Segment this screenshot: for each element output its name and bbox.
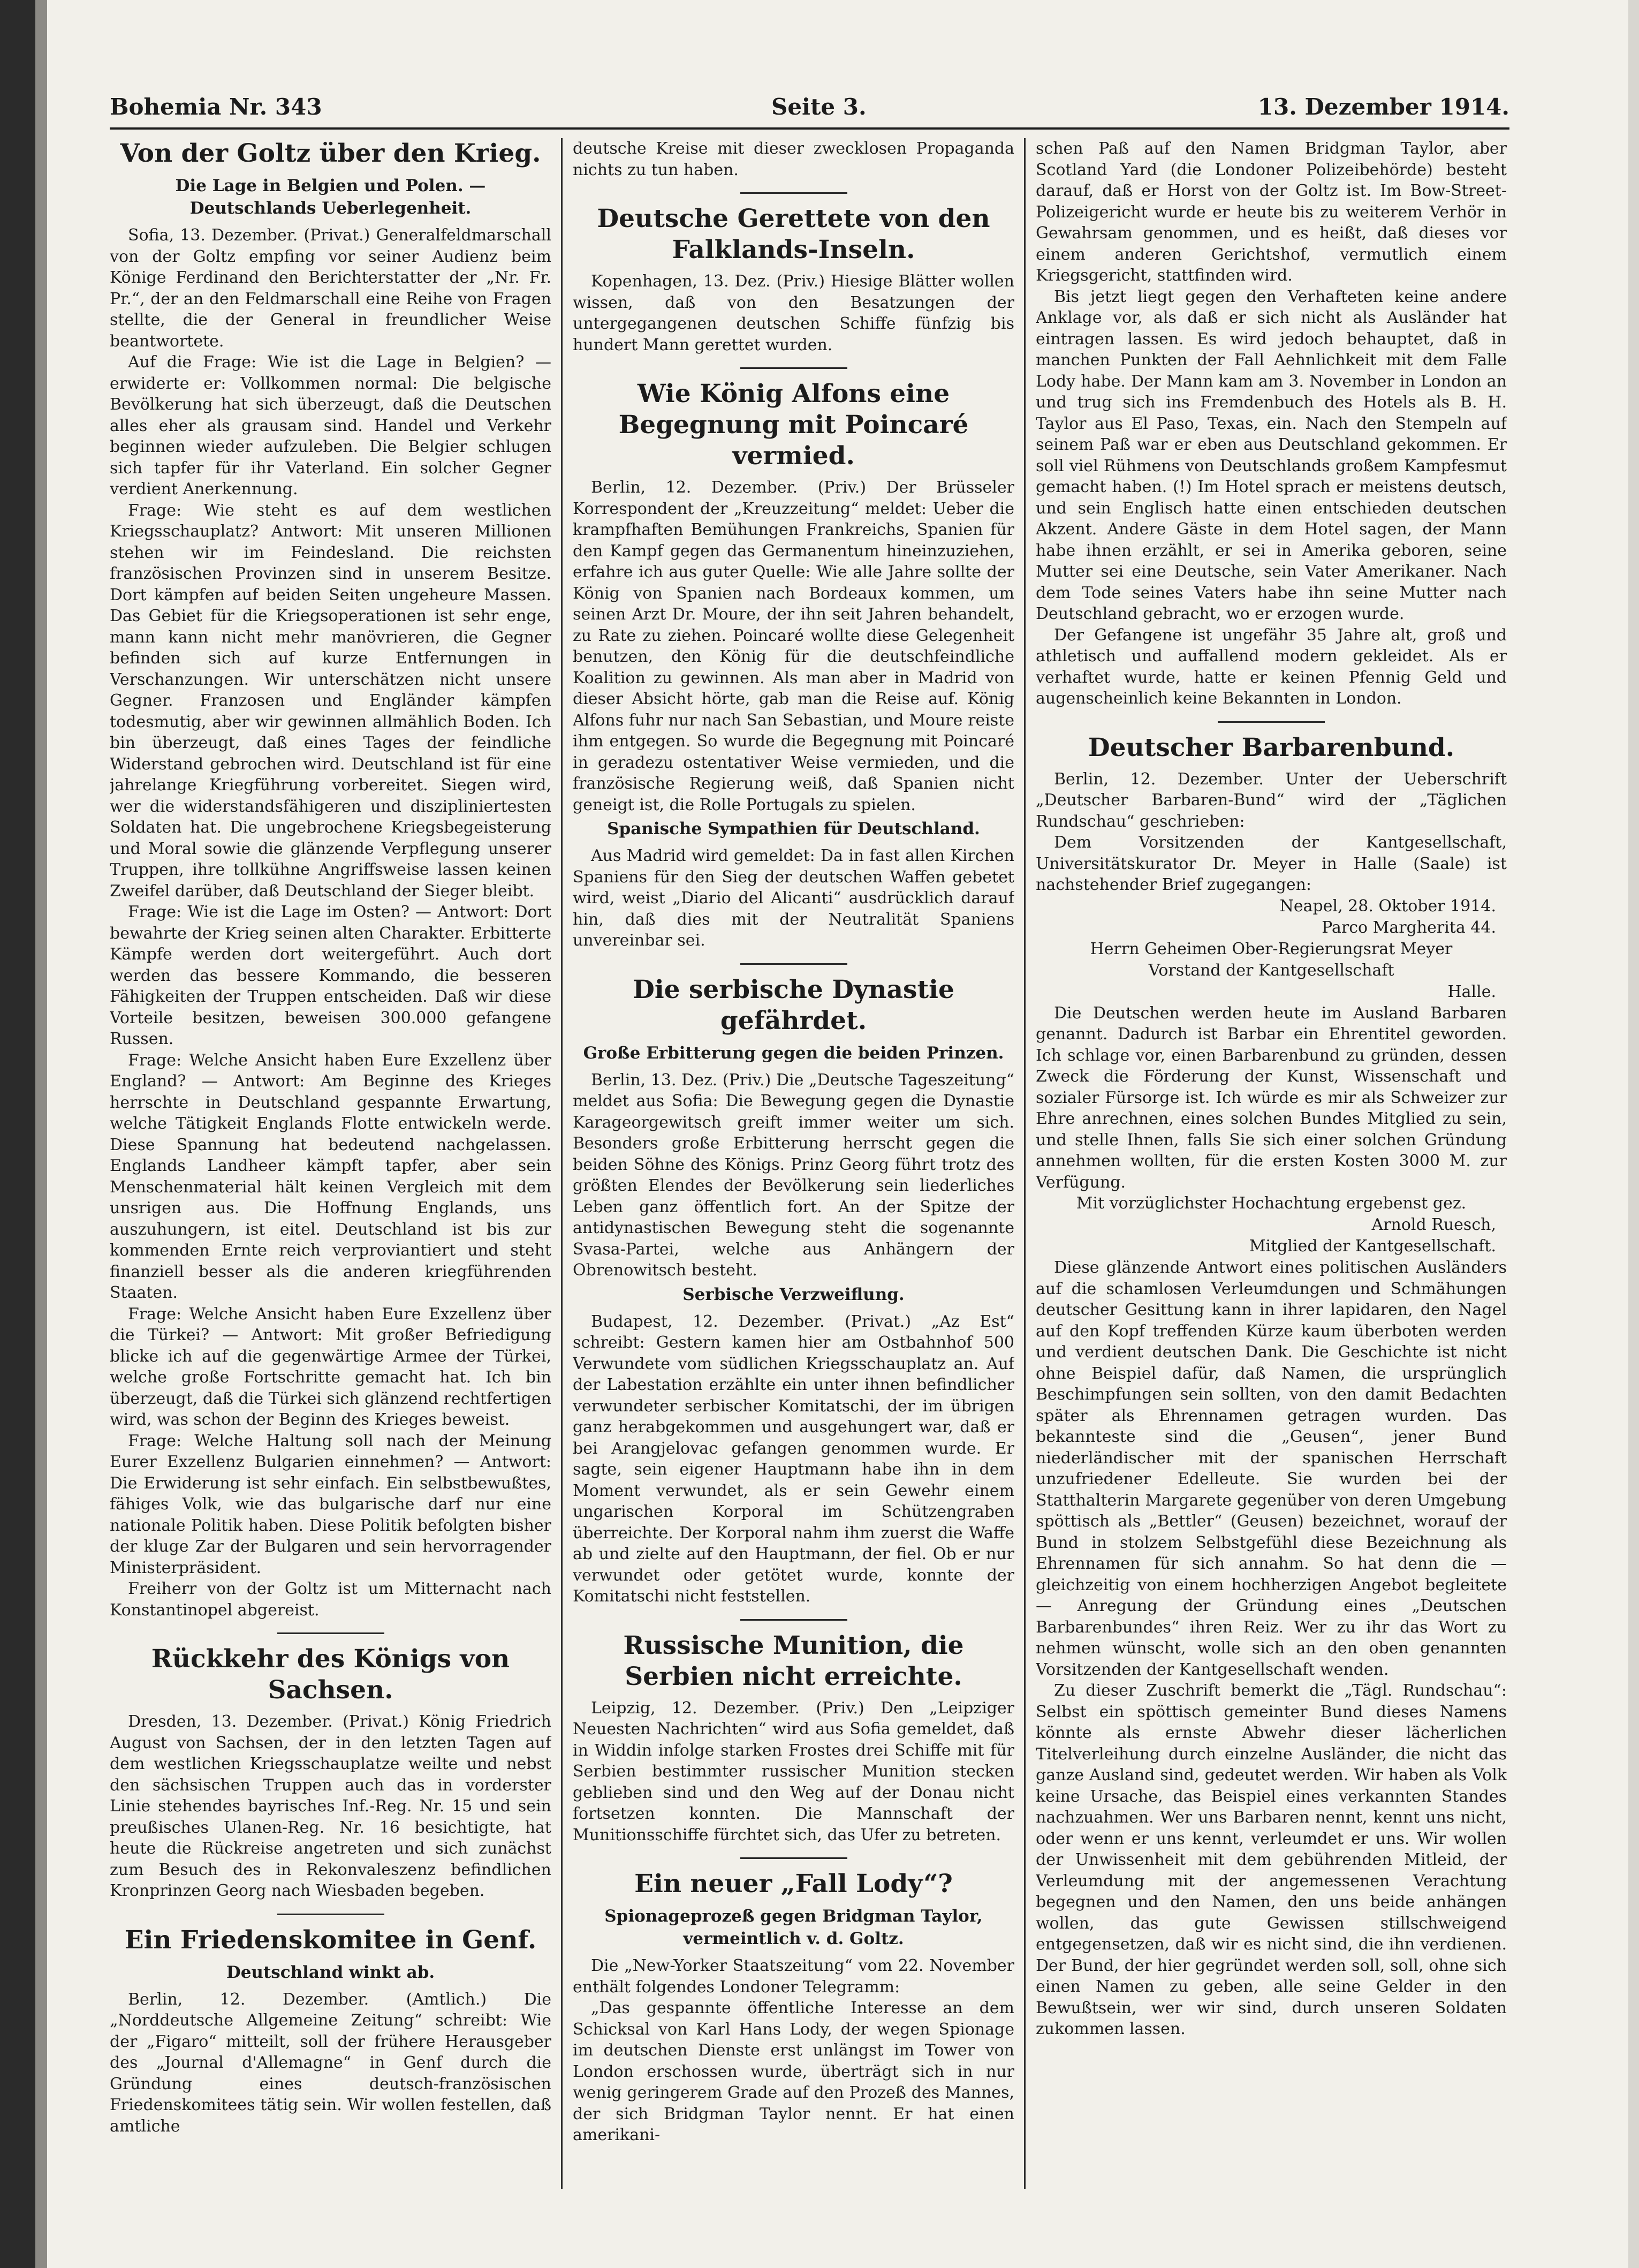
article-separator (740, 1619, 847, 1621)
article-separator (740, 367, 847, 369)
article-paragraph: Freiherr von der Goltz ist um Mitternacht nach Konstantinopel abgereist. (110, 1579, 551, 1620)
column-3 (1036, 138, 1507, 2191)
article-title: Ein neuer „Fall Lody“? (634, 1869, 953, 1899)
article-subtitle: Serbische Verzweiflung. (682, 1284, 905, 1304)
article-paragraph: Der Gefangene ist ungefähr 35 Jahre alt, groß und athletisch und auffallend modern gekleidet. Als er verhaftet wurde, hatte er keinen Pfennig Geld und augenscheinlich keine Bekannten in London. (1036, 625, 1507, 708)
header-date: 13. Dezember 1914. (1257, 94, 1509, 120)
article-separator (277, 1632, 384, 1634)
article-paragraph: Frage: Welche Ansicht haben Eure Exzellenz über England? — Antwort: Am Beginne des Krieges herrschte in Deutschland gespannte Erwartung, welche Tätigkeit Englands Flotte entwickeln werde. Diese Spannung hat bedeutend nachgelassen. Englands Landheer kämpft tapfer, aber sein Menschenmaterial hält keinen Vergleich mit dem unsrigen aus. Die Hoffnung Englands, uns auszuhungern, ist eitel. Deutschland ist bis zur kommenden Ernte reich verproviantiert und steht finanziell besser als die anderen kriegführenden Staaten. (110, 1050, 551, 1302)
letter-recipient: Vorstand der Kantgesellschaft (1148, 961, 1394, 980)
column-rule-2 (1024, 138, 1026, 2189)
header-page-number: Seite 3. (771, 94, 867, 120)
newspaper-page (110, 91, 1509, 2195)
letter-address: Parco Margherita 44. (1322, 918, 1496, 937)
article-paragraph: „Das gespannte öffentliche Interesse an dem Schicksal von Karl Hans Lody, der wegen Spionage im deutschen Dienste erst unlängst im Tower von London erschossen wurde, überträgt sich in nur wenig geringerem Grade auf den Prozeß des Mannes, der sich Bridgman Taylor nennt. Er hat einen amerikani- (573, 1999, 1014, 2144)
article-separator (277, 1914, 384, 1915)
article-paragraph: Berlin, 13. Dez. (Priv.) Die „Deutsche Tageszeitung“ meldet aus Sofia: Die Bewegung gegen die Dynastie Karageorgewitsch greift immer weiter um sich. Besonders große Erbitterung herrscht gegen die beiden Söhne des Königs. Prinz Georg führt trotz des größten Elendes der Bevölkerung sein liederliches Leben ganz öffentlich fort. An der Spitze der antidynastischen Bewegung steht die sogenannte Svasa-Partei, welche aus Anhängern der Obrenowitsch besteht. (573, 1070, 1014, 1280)
article-paragraph: Frage: Welche Ansicht haben Eure Exzellenz über die Türkei? — Antwort: Mit großer Befriedigung blicke ich auf die gegenwärtige Armee der Türkei, welche große Fortschritte gemacht hat. Ich bin überzeugt, daß die Türkei sich glänzend rechtfertigen wird, was schon der Beginn des Krieges beweist. (110, 1304, 551, 1429)
article-subtitle: Spanische Sympathien für Deutschland. (607, 819, 980, 838)
article-subtitle: Große Erbitterung gegen die beiden Prinzen. (583, 1043, 1004, 1063)
article-title: Wie König Alfons eine Begegnung mit Poincaré vermied. (618, 379, 969, 471)
article-paragraph: Dem Vorsitzenden der Kantgesellschaft, Universitätskurator Dr. Meyer in Halle (Saale) ist nachstehender Brief zugegangen: (1036, 833, 1507, 894)
article-paragraph: Die „New-Yorker Staatszeitung“ vom 22. November enthält folgendes Londoner Telegramm: (573, 1956, 1014, 1997)
article-paragraph: Berlin, 12. Dezember. (Priv.) Der Brüsseler Korrespondent der „Kreuzzeitung“ meldet: Ueber die krampfhaften Bemühungen Frankreichs, Spanien für den Kampf gegen das Germanentum hineinzuziehen, erfahre ich aus guter Quelle: Wie alle Jahre sollte der König von Spanien nach Bordeaux kommen, um seinen Arzt Dr. Moure, der ihn seit Jahren behandelt, zu Rate zu ziehen. Poincaré wollte diese Gelegenheit benutzen, den König für die deutschfeindliche Koalition zu gewinnen. Als man aber in Madrid von dieser Absicht hörte, gab man die Reise auf. König Alfons fuhr nur nach San Sebastian, und Moure reiste ihm entgegen. So wurde die Begegnung mit Poincaré in geradezu ostentativer Weise vermieden, und die französische Regierung weiß, daß Spanien nicht geneigt ist, die Rolle Portugals zu spielen. (573, 478, 1014, 814)
article-paragraph: Sofia, 13. Dezember. (Privat.) Generalfeldmarschall von der Goltz empfing vor seiner Audienz beim Könige Ferdinand den Berichterstatter der „Nr. Fr. Pr.“, der an den Feldmarschall eine Reihe von Fragen stellte, die der General in freundlicher Weise beantwortete. (110, 226, 551, 351)
article-paragraph: Aus Madrid wird gemeldet: Da in fast allen Kirchen Spaniens für den Sieg der deutschen Waffen gebetet wird, weist „Diario del Alicanti“ ausdrücklich darauf hin, daß dies mit der Neutralität Spaniens unvereinbar sei. (573, 846, 1014, 950)
letter-recipient: Halle. (1447, 982, 1496, 1001)
letter-signature: Mitglied der Kantgesellschaft. (1249, 1237, 1496, 1256)
article-subtitle: Die Lage in Belgien und Polen. — Deutschlands Ueberlegenheit. (175, 176, 486, 218)
scan-dark-edge (0, 0, 35, 2268)
article-title: Deutsche Gerettete von den Falklands-Inseln. (597, 204, 990, 264)
article-title: Deutscher Barbarenbund. (1088, 732, 1455, 762)
article-paragraph: Berlin, 12. Dezember. Unter der Ueberschrift „Deutscher Barbaren-Bund“ wird der „Täglichen Rundschau“ geschrieben: (1036, 769, 1507, 831)
scan-page-edge (35, 0, 47, 2268)
article-separator (740, 1857, 847, 1859)
header-rule (110, 127, 1509, 130)
article-paragraph: Bis jetzt liegt gegen den Verhafteten keine andere Anklage vor, als daß er sich nicht als Ausländer hat eintragen lassen. Es wird jedoch behauptet, daß in manchen Punkten der Fall Aehnlichkeit mit dem Falle Lody habe. Der Mann kam am 3. November in London an und trug sich ins Fremdenbuch des Hotels als B. H. Taylor aus El Paso, Texas, ein. Nach den Stempeln auf seinem Paß war er eben aus Deutschland gekommen. Er soll viel Rühmens von Deutschlands großem Kampfesmut gemacht haben. (!) Im Hotel sprach er meistens deutsch, und sein Englisch hatte einen entschieden deutschen Akzent. Andere Gäste in dem Hotel sagen, der Mann habe ihnen erzählt, er sei in Amerika geboren, seine Mutter sei eine Deutsche, sein Vater Amerikaner. Nach dem Tode seines Vaters habe ihn seine Mutter nach Deutschland gebracht, wo er erzogen wurde. (1036, 287, 1507, 623)
article-paragraph: Kopenhagen, 13. Dez. (Priv.) Hiesige Blätter wollen wissen, daß von den Besatzungen der untergegangenen deutschen Schiffe fünfzig bis hundert Mann gerettet wurden. (573, 272, 1014, 354)
article-paragraph: Leipzig, 12. Dezember. (Priv.) Den „Leipziger Neuesten Nachrichten“ wird aus Sofia gemeldet, daß in Widdin infolge starken Frostes drei Schiffe mit für Serbien bestimmter russischer Munition stecken geblieben sind und den Weg auf der Donau nicht fortsetzen konnten. Die Mannschaft der Munitionsschiffe fürchtet sich, das Ufer zu betreten. (573, 1698, 1014, 1844)
article-paragraph: schen Paß auf den Namen Bridgman Taylor, aber Scotland Yard (die Londoner Polizeibehörde) besteht darauf, daß er Horst von der Goltz ist. Im Bow-Street-Polizeigericht wurde er heute bis zu weiterem Verhör in Gewahrsam genommen, und es heißt, daß dieses vor einem anderen Gerichtshof, vermutlich einem Kriegsgericht, stattfinden wird. (1036, 139, 1507, 285)
article-subtitle: Deutschland winkt ab. (226, 1962, 435, 1982)
article-paragraph: Frage: Wie ist die Lage im Osten? — Antwort: Dort bewahrte der Krieg seinen alten Charakter. Erbitterte Kämpfe werden dort weitergeführt. Auch dort werden das bessere Kommando, die besseren Fähigkeiten der Truppen entscheiden. Daß wir diese Vorteile besitzen, beweisen 300.000 gefangene Russen. (110, 903, 551, 1048)
column-rule-1 (561, 138, 563, 2189)
article-subtitle: Spionageprozeß gegen Bridgman Taylor, vermeintlich v. d. Goltz. (604, 1907, 983, 1948)
column-2 (573, 138, 1014, 2191)
article-paragraph: Budapest, 12. Dezember. (Privat.) „Az Est“ schreibt: Gestern kamen hier am Ostbahnhof 500 Verwundete vom südlichen Kriegsschauplatz an. Auf der Labestation erzählte ein unter ihnen befindlicher verwundeter serbischer Komitatschi, der im übrigen ganz herabgekommen und ausgehungert war, daß er bei Arangjelovac gefangen genommen wurde. Er sagte, sein eigener Hauptmann habe ihn in dem Moment verwundet, als er sein Gewehr einem ungarischen Korporal im Schützengraben überreichte. Der Korporal nahm ihm zuerst die Waffe ab und zielte auf den Hauptmann, der fiel. Ob er nur verwundet oder getötet wurde, konnte der Komitatschi nicht feststellen. (573, 1312, 1014, 1606)
article-paragraph: Dresden, 13. Dezember. (Privat.) König Friedrich August von Sachsen, der in den letzten Tagen auf dem westlichen Kriegsschauplatze weilte und nebst den sächsischen Truppen auch das in vorderster Linie stehendes bayrisches Inf.-Reg. Nr. 15 und sein preußisches Ulanen-Reg. Nr. 16 besichtigte, hat heute die Rückreise angetreten und sich zunächst zum Besuch des in Rekonvaleszenz befindlichen Kronprinzen Georg nach Wiesbaden begeben. (110, 1712, 551, 1900)
article-paragraph: Frage: Wie steht es auf dem westlichen Kriegsschauplatz? Antwort: Mit unseren Millionen stehen wir im Feindesland. Die reichsten französischen Provinzen sind in unserem Besitze. Dort kämpfen auf beiden Seiten ungeheure Massen. Das Gebiet für die Kriegsoperationen ist sehr enge, mann kann nicht mehr manövrieren, die Gegner befinden sich auf kurze Entfernungen in Verschanzungen. Wir unterschätzen nicht unsere Gegner. Franzosen und Engländer kämpfen todesmutig, aber wir gewinnen allmählich Boden. Ich bin überzeugt, daß eines Tages der feindliche Widerstand gebrochen wird. Deutschland ist für eine jahrelange Kriegführung vorbereitet. Siegen wird, wer die widerstandsfähigeren und diszipliniertesten Soldaten hat. Die ungebrochene Kriegsbegeisterung und Moral sowie die glänzende Verpflegung unserer Truppen, ihre tollkühne Angriffsweise lassen keinen Zweifel darüber, daß Deutschland der Sieger bleibt. (110, 501, 551, 901)
page-header (110, 91, 1509, 123)
column-1 (110, 138, 551, 2191)
article-title: Ein Friedenskomitee in Genf. (124, 1925, 537, 1955)
letter-signature: Arnold Ruesch, (1371, 1215, 1496, 1234)
article-paragraph: deutsche Kreise mit dieser zwecklosen Propaganda nichts zu tun haben. (573, 139, 1014, 179)
article-paragraph: Die Deutschen werden heute im Ausland Barbaren genannt. Dadurch ist Barbar ein Ehrentitel geworden. Ich schlage vor, einen Barbarenbund zu gründen, dessen Zweck die Förderung der Kunst, Wissenschaft und sozialer Fürsorge ist. Ich würde es mir als Schweizer zur Ehre anrechnen, eines solchen Bundes Mitglied zu sein, und stelle Ihnen, falls Sie sich einer solchen Gründung annehmen wollten, für die ersten Kosten 3000 M. zur Verfügung. (1036, 1003, 1507, 1192)
article-paragraph: Berlin, 12. Dezember. (Amtlich.) Die „Norddeutsche Allgemeine Zeitung“ schreibt: Wie der „Figaro“ mitteilt, soll der frühere Herausgeber des „Journal d'Allemagne“ in Genf durch die Gründung eines deutsch-französischen Friedenskomitees tätig sein. Wir wollen festellen, daß amtliche (110, 1990, 551, 2136)
letter-date: Neapel, 28. Oktober 1914. (1279, 896, 1496, 916)
article-title: Von der Goltz über den Krieg. (120, 139, 541, 168)
scan-right-edge (1628, 0, 1639, 2268)
article-paragraph: Auf die Frage: Wie ist die Lage in Belgien? — erwiderte er: Vollkommen normal: Die belgische Bevölkerung hat sich überzeugt, daß die Deutschen alles eher als grausam sind. Handel und Verkehr beginnen wieder aufzuleben. Die Belgier schlugen sich tapfer für ihr Vaterland. Ein solcher Gegner verdient Anerkennung. (110, 353, 551, 498)
article-title: Russische Munition, die Serbien nicht erreichte. (623, 1630, 964, 1691)
article-separator (740, 192, 847, 194)
article-title: Rückkehr des Königs von Sachsen. (151, 1644, 510, 1705)
letter-recipient: Herrn Geheimen Ober-Regierungsrat Meyer (1090, 939, 1453, 958)
article-title: Die serbische Dynastie gefährdet. (633, 974, 954, 1035)
article-paragraph: Zu dieser Zuschrift bemerkt die „Tägl. Rundschau“: Selbst ein spöttisch gemeinter Bund dieses Namens könnte als ernste Abwehr dieser lächerlichen Titelverleihung durch einzelne Ausländer, die nicht das ganze Ausland sind, gedeutet werden. Wir haben als Volk keine Ursache, das Beispiel eines verkannten Standes nachzuahmen. Wer uns Barbaren nennt, kennt uns nicht, oder wenn er uns kennt, verleumdet er uns. Wir wollen der Unwissenheit mit dem gebührenden Mitleid, der Verleumdung mit der angemessenen Verachtung begegnen und den Namen, den uns beide anhängen wollen, das gute Gewissen stillschweigend entgegensetzen, daß wir es nicht sind, die ihn verdienen. Der Bund, der hier gegründet werden soll, soll, ohne sich einen Namen zu geben, alle seine Gelder in den Bewußtsein, wer wir sind, durch unseren Soldaten zukommen lassen. (1036, 1681, 1507, 2038)
header-paper-number: Bohemia Nr. 343 (110, 94, 322, 120)
article-paragraph: Diese glänzende Antwort eines politischen Ausländers auf die schamlosen Verleumdungen und Schmähungen deutscher Gesittung kann in ihrer lapidaren, den Nagel auf den Kopf treffenden Kürze kaum überboten werden und verdient deutschen Dank. Die Geschichte ist nicht ohne Beispiel dafür, daß Namen, die ursprünglich Beschimpfungen sein sollten, von den damit Bedachten später als Ehrennamen getragen wurden. Das bekannteste sind die „Geusen“, jener Bund niederländischer mit der spanischen Herrschaft unzufriedener Edelleute. Sie wurden bei der Statthalterin Margarete gegenüber von deren Umgebung spöttisch als „Bettler“ (Geusen) bezeichnet, worauf der Bund in stolzem Selbstgefühl diese Bezeichnung als Ehrennamen für sich annahm. So hat denn die — gleichzeitig von einem hochherzigen Angebot begleitete — Anregung der Gründung eines „Deutschen Barbarenbundes“ ihren Reiz. Wer zu ihr das Wort zu nehmen wünscht, wolle sich an den oben genannten Vorsitzenden der Kantgesellschaft wenden. (1036, 1258, 1507, 1679)
letter-signature: Mit vorzüglichster Hochachtung ergebenst gez. (1076, 1194, 1467, 1213)
article-separator (740, 963, 847, 965)
article-paragraph: Frage: Welche Haltung soll nach der Meinung Eurer Exzellenz Bulgarien einnehmen? — Antwort: Die Erwiderung ist sehr einfach. Ein selbstbewußtes, fähiges Volk, wie das bulgarische darf nur eine nationale Politik haben. Diese Politik befolgten bisher der kluge Zar der Bulgaren und sein hervorragender Ministerpräsident. (110, 1431, 551, 1577)
article-separator (1218, 721, 1325, 723)
